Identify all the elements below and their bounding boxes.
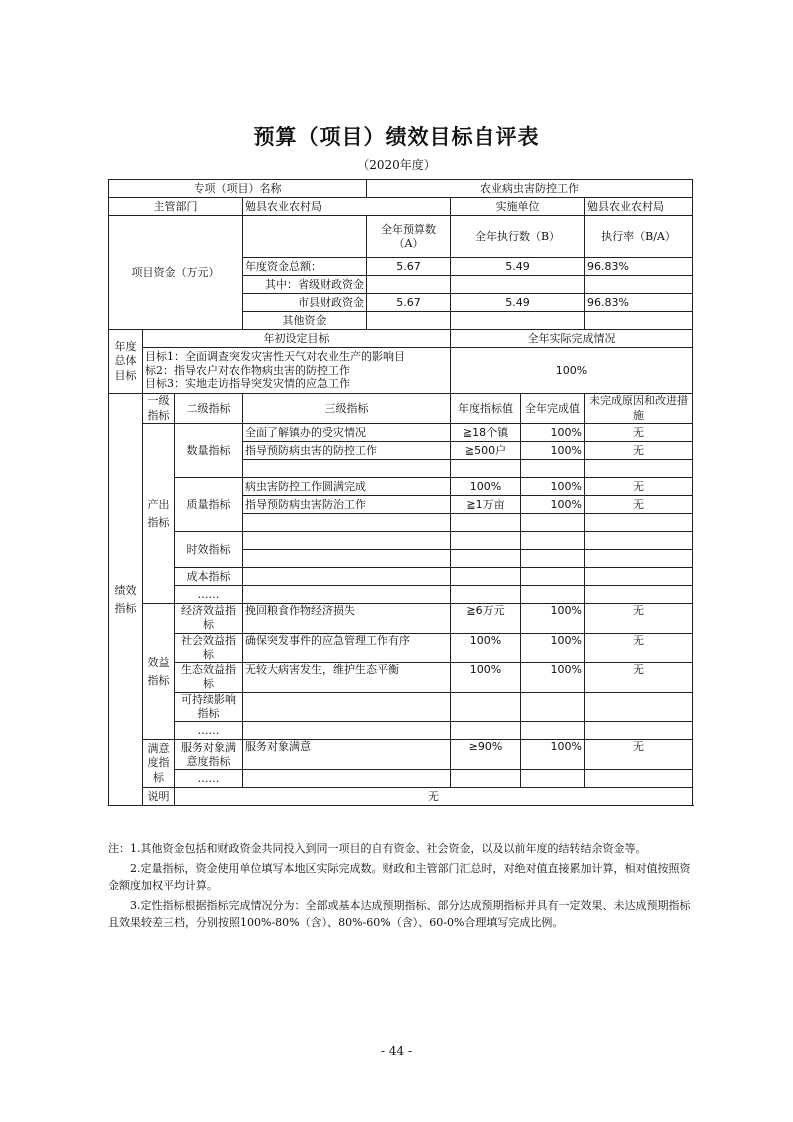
indicator-done: 100% <box>521 663 585 693</box>
indicator-done: 100% <box>521 442 585 460</box>
social-label: 社会效益指标 <box>175 633 243 663</box>
goal-line: 标2：指导农户对农作物病虫害的防控工作 <box>145 363 350 377</box>
page-title: 预算（项目）绩效目标自评表 <box>253 124 540 149</box>
funds-label: 项目资金（万元） <box>109 216 243 330</box>
indicator-target: 100% <box>451 663 521 693</box>
funds-header-row <box>109 216 693 258</box>
goals-label: 年度总体目标 <box>109 330 143 394</box>
funds-rate: 96.83% <box>585 258 693 276</box>
project-name-label: 专项（项目）名称 <box>109 180 367 198</box>
funds-budget <box>367 312 451 330</box>
sustain-label: 可持续影响指标 <box>175 692 243 722</box>
impl-label: 实施单位 <box>451 198 585 216</box>
indicator-target: ≧6万元 <box>451 604 521 634</box>
indicator-row <box>109 568 693 586</box>
indicator-row <box>109 740 693 770</box>
indicator-h5: 全年完成值 <box>521 394 585 424</box>
goals-targets <box>143 348 451 394</box>
indicator-h2: 二级指标 <box>175 394 243 424</box>
indicator-reason: 无 <box>585 633 693 663</box>
economic-label: 经济效益指标 <box>175 604 243 634</box>
remark-row <box>109 788 693 806</box>
indicator-name: 确保突发事件的应急管理工作有序 <box>243 633 451 663</box>
funds-budget: 5.67 <box>367 294 451 312</box>
indicator-row <box>109 424 693 442</box>
indicator-reason: 无 <box>585 442 693 460</box>
funds-rate <box>585 276 693 294</box>
footnote: 注：1.其他资金包括和财政资金共同投入到同一项目的自有资金、社会资金，以及以前年度的结转结余资金等。 <box>108 842 647 855</box>
indicator-row <box>109 478 693 496</box>
footnote: 3.定性指标根据指标完成情况分为：全部或基本达成预期指标、部分达成预期指标并具有一定效果、未达成预期指标且效果较差三档，分别按照100%-80%（含）、80%-60%（含）、60-0%合理填写完成比例。 <box>108 898 691 930</box>
goals-actual: 100% <box>451 348 693 394</box>
indicator-target: ≥90% <box>451 740 521 770</box>
funds-exec <box>451 276 585 294</box>
indicator-header-row <box>109 394 693 424</box>
goals-col-set: 年初设定目标 <box>143 330 451 348</box>
benefit-label: 效益指标 <box>143 604 175 740</box>
indicator-h1: 一级指标 <box>143 394 175 424</box>
funds-rate: 96.83% <box>585 294 693 312</box>
indicator-name: 指导预防病虫害的防控工作 <box>243 442 451 460</box>
quantity-label: 数量指标 <box>175 424 243 478</box>
indicator-row <box>109 770 693 788</box>
indicator-row <box>109 633 693 663</box>
indicator-h6: 未完成原因和改进措施 <box>585 394 693 424</box>
goals-col-actual: 全年实际完成情况 <box>451 330 693 348</box>
funds-col-exec: 全年执行数（B） <box>451 216 585 258</box>
goals-content-row <box>109 348 693 394</box>
indicator-done: 100% <box>521 604 585 634</box>
indicator-reason: 无 <box>585 496 693 514</box>
indicator-reason: 无 <box>585 424 693 442</box>
indicator-name: 全面了解镇办的受灾情况 <box>243 424 451 442</box>
indicator-row <box>109 663 693 693</box>
indicator-row <box>109 722 693 740</box>
funds-row-label: 年度资金总额： <box>243 258 367 276</box>
funds-col-budget: 全年预算数（A） <box>367 216 451 258</box>
goals-header-row <box>109 330 693 348</box>
eco-label: 生态效益指标 <box>175 663 243 693</box>
indicator-h3: 三级指标 <box>243 394 451 424</box>
page-subtitle: （2020年度） <box>357 158 436 172</box>
funds-col-rate: 执行率（B/A） <box>585 216 693 258</box>
indicator-name: 无较大病害发生，维护生态平衡 <box>243 663 451 693</box>
indicator-done: 100% <box>521 633 585 663</box>
goal-line: 目标3：实地走访指导突发灾情的应急工作 <box>145 377 350 391</box>
funds-exec <box>451 312 585 330</box>
indicator-name: 病虫害防控工作圆满完成 <box>243 478 451 496</box>
remark-label: 说明 <box>143 788 175 806</box>
funds-budget <box>367 276 451 294</box>
remark-value: 无 <box>175 788 693 806</box>
indicator-row <box>109 604 693 634</box>
indicator-name: 指导预防病虫害防治工作 <box>243 496 451 514</box>
quality-label: 质量指标 <box>175 478 243 532</box>
indicator-row <box>109 532 693 550</box>
funds-rate <box>585 312 693 330</box>
funds-row-label: 市县财政资金 <box>243 294 367 312</box>
dept-row <box>109 198 693 216</box>
indicator-done: 100% <box>521 478 585 496</box>
indicator-row <box>109 586 693 604</box>
page-number: - 44 - <box>380 1044 412 1058</box>
project-name-row <box>109 180 693 198</box>
indicator-target: 100% <box>451 478 521 496</box>
satisfaction-ellipsis: …… <box>175 770 243 788</box>
indicator-target: ≧1万亩 <box>451 496 521 514</box>
indicator-row <box>109 692 693 722</box>
indicator-done: 100% <box>521 740 585 770</box>
funds-exec: 5.49 <box>451 258 585 276</box>
indicator-reason: 无 <box>585 604 693 634</box>
evaluation-table <box>108 179 693 806</box>
project-name-value: 农业病虫害防控工作 <box>367 180 693 198</box>
dept-value: 勉县农业农村局 <box>243 198 451 216</box>
indicator-done: 100% <box>521 496 585 514</box>
indicator-name: 服务对象满意 <box>243 740 451 770</box>
funds-row-label: 其他资金 <box>243 312 367 330</box>
benefit-ellipsis: …… <box>175 722 243 740</box>
indicator-target: ≧500户 <box>451 442 521 460</box>
footnote: 2.定量指标，资金使用单位填写本地区实际完成数。财政和主管部门汇总时，对绝对值直接累加计算，相对值按照资金额度加权平均计算。 <box>108 861 691 893</box>
goal-line: 目标1：全面调查突发灾害性天气对农业生产的影响目 <box>145 349 405 363</box>
indicator-reason: 无 <box>585 478 693 496</box>
funds-exec: 5.49 <box>451 294 585 312</box>
indicator-name: 挽回粮食作物经济损失 <box>243 604 451 634</box>
satisfaction-label: 满意度指标 <box>143 740 175 788</box>
indicator-target: ≧18个镇 <box>451 424 521 442</box>
dept-label: 主管部门 <box>109 198 243 216</box>
indicator-done: 100% <box>521 424 585 442</box>
indicator-h4: 年度指标值 <box>451 394 521 424</box>
output-ellipsis: …… <box>175 586 243 604</box>
timeliness-label: 时效指标 <box>175 532 243 568</box>
indicator-reason: 无 <box>585 740 693 770</box>
indicator-reason: 无 <box>585 663 693 693</box>
output-label: 产出指标 <box>143 424 175 604</box>
indicators-label: 绩效指标 <box>109 394 143 806</box>
indicator-target: 100% <box>451 633 521 663</box>
cost-label: 成本指标 <box>175 568 243 586</box>
funds-row-label: 其中：省级财政资金 <box>243 276 367 294</box>
funds-budget: 5.67 <box>367 258 451 276</box>
service-label: 服务对象满意度指标 <box>175 740 243 770</box>
impl-value: 勉县农业农村局 <box>585 198 693 216</box>
footnotes <box>108 840 698 934</box>
